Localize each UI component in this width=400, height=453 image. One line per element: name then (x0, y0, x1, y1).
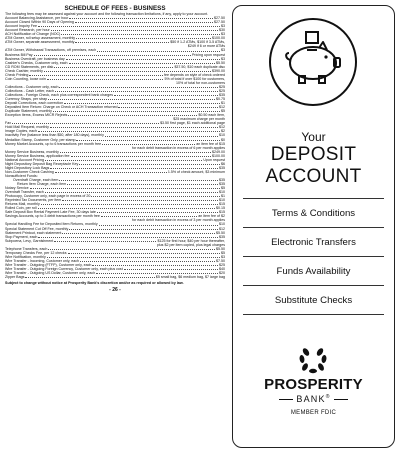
fee-leader (92, 265, 218, 266)
fee-leader (38, 131, 220, 132)
fee-amount: $5.50 (216, 60, 225, 65)
fee-amount: $5.50 (216, 246, 225, 251)
fee-row (5, 275, 225, 279)
section-terms-conditions (243, 198, 384, 227)
prosperity-wreath-logo-icon (297, 346, 329, 374)
fee-label: Wire Notification, monthly (5, 254, 46, 259)
fee-amount: $100.00 (212, 153, 225, 158)
fee-label: Nonsufficient Funds: (5, 173, 38, 178)
fee-amount: $5.50 (216, 230, 225, 235)
fee-label: Collections - Customer only, each (5, 84, 59, 89)
fee-leader (76, 140, 220, 141)
fee-label: Money Service Business, monthly (5, 149, 59, 154)
fee-leader (53, 111, 220, 112)
section-label: Terms & Conditions (271, 207, 356, 219)
fee-amount: $20 (219, 271, 225, 276)
schedule-intro: The following fees may be assessed against your account and the following transaction limitations, if any, apply to your account. (5, 12, 209, 16)
fee-label: Duplicate Statement, monthly (5, 109, 52, 114)
fee-leader (96, 273, 218, 274)
fee-label: Night Depository Deposit Bag Receptacle Key (5, 161, 79, 166)
section-label: Funds Availability (276, 265, 351, 277)
fee-amount: $35 (219, 92, 225, 97)
fee-amount: $3 (221, 254, 225, 259)
fee-leader (69, 229, 218, 230)
fee-leader (51, 30, 218, 31)
panel-title-account: ACCOUNT (265, 166, 362, 187)
fee-leader (29, 75, 163, 76)
fee-label: Business Bill Pay (5, 52, 33, 57)
fee-label: Currency Straps, per strap (5, 97, 48, 102)
fee-amount: Pricing upon request (192, 52, 225, 57)
fee-amount: $37.50, $10 each duplicate disc (174, 64, 225, 69)
fee-label: Notary Service (5, 186, 29, 191)
brand-name (233, 377, 394, 393)
section-electronic-transfers (243, 227, 384, 256)
fee-leader (105, 136, 218, 137)
fee-amount: $10 (219, 190, 225, 195)
fee-label: Wire Transfer - Outgoing Foreign Currency, Customer only, each plus cost (5, 267, 123, 271)
fee-label: Exception Items, Excess MICR Rejects (5, 113, 68, 118)
fee-label: Statement Printout, each statement (5, 230, 62, 235)
fee-amount: $0.15 (216, 206, 225, 211)
fee-leader (59, 87, 218, 88)
brand-bank (233, 392, 394, 404)
fee-amount: $15 (219, 210, 225, 215)
fee-leader (50, 127, 218, 128)
fee-label: Safe Deposit Box Rental Payment Late Fee, 30 days late (5, 210, 96, 215)
fee-leader (50, 168, 218, 169)
fee-leader (99, 225, 218, 226)
fee-amount: $5 (221, 109, 225, 114)
fee-schedule (5, 5, 225, 450)
fee-label: Stop Payment, each (5, 234, 38, 239)
fee-amount: $27.50 (214, 16, 225, 21)
fee-leader (80, 261, 215, 262)
fee-amount: $1 (221, 194, 225, 199)
fee-leader (101, 216, 197, 217)
fee-leader (47, 79, 164, 80)
fee-amount: $3 (221, 56, 225, 61)
fee-label: Wire Transfer - Outgoing US Dollar, Customer only, each (5, 271, 96, 276)
fee-label: Collections - Cash Letter, each (5, 88, 54, 93)
fee-amount: $390.00 (212, 68, 225, 73)
fee-amount: $249.00 (212, 149, 225, 154)
fee-amount: $0.75 (216, 97, 225, 102)
fee-label: Reprinted Tax Documents, per item (5, 198, 62, 203)
brand-rule-left (279, 399, 293, 400)
fee-label: Photocopy, Customer only, each page in excess of 20 (5, 194, 91, 199)
fee-amount: $50 if 1-2 ATMs, $100 if 3-5 ATMs, (170, 40, 225, 45)
fee-amount: an item fee of $2 (198, 214, 225, 219)
panel-title-deposit: DEPOSIT (270, 144, 357, 165)
fee-leader (34, 55, 191, 56)
fee-leader (64, 103, 220, 104)
fee-amount: $5 (221, 250, 225, 255)
fee-leader (48, 99, 215, 100)
fee-label: Special Statement Cut Off Fee, monthly (5, 226, 69, 231)
fee-amount: $125 for first hour, $40 per hour thereafter, (157, 238, 225, 243)
fee-label: Account Research, per hour (5, 28, 50, 33)
fee-amount: $0 (221, 137, 225, 142)
fee-leader (25, 277, 154, 278)
section-label: Substitute Checks (274, 294, 353, 306)
fee-leader (91, 196, 220, 197)
fee-leader (48, 249, 215, 250)
fee-amount: $15 (219, 202, 225, 207)
fee-amount: $25 (219, 88, 225, 93)
brand-registered-mark: ® (325, 394, 331, 400)
fee-label: Subpoena, Levy, Garnishment (5, 238, 54, 243)
fee-label: National Account Pricing (5, 157, 44, 162)
fee-leader (67, 184, 218, 185)
brand-rule-right (334, 399, 348, 400)
fee-amount: $100.00 (212, 36, 225, 41)
fee-label: Fax (5, 121, 11, 126)
fee-leader (97, 212, 218, 213)
fee-amount: Upon request (203, 157, 225, 162)
fee-leader (68, 253, 220, 254)
schedule-footnote: Subject to change without notice at Prosperity Bank's discretion and/or as required or allowed by law. (5, 281, 184, 286)
fee-amount: $10 (219, 198, 225, 203)
fee-amount: for each debit transaction in excess of 3 per month applies (132, 218, 225, 223)
fee-leader (59, 180, 218, 181)
fee-amount: $10 (219, 222, 225, 227)
fee-label: Wire Transfer - Incoming, Customer only, each (5, 258, 80, 263)
fee-leader (76, 38, 211, 39)
fee-amount: $25 maximum charge per month (173, 117, 225, 122)
fee-amount: $3 (221, 24, 225, 29)
fee-amount: $0.50 each item, (198, 113, 225, 118)
fee-amount: $3 (221, 32, 225, 37)
fee-leader (66, 59, 220, 60)
fee-label: Return Item Charge, each item (17, 182, 67, 187)
fee-amount: $6 (221, 161, 225, 166)
fee-label: Collections - Foreign Check, each plus correspondent bank charges (5, 92, 114, 97)
fee-leader (45, 192, 218, 193)
fee-label: Rolled Coin, per roll (5, 206, 37, 211)
fee-label: Non-Customer Check Cashing (5, 169, 54, 174)
fee-leader (12, 123, 159, 124)
fee-leader (54, 241, 156, 242)
fee-leader (60, 152, 211, 153)
fee-amount: $35 (219, 182, 225, 187)
section-substitute-checks (243, 285, 384, 315)
fee-label: Business Overdraft, per business day (5, 56, 65, 61)
fee-label: Image Copies, each (5, 129, 37, 134)
fee-label: Night Depository Lock Bags (5, 165, 50, 170)
fee-label: Zipper Bags (5, 275, 25, 280)
fee-leader (55, 172, 167, 173)
fee-amount: $12 (219, 226, 225, 231)
fee-amount: $2 (221, 129, 225, 134)
brand-bank-text: BANK (296, 394, 326, 404)
fee-label: Hold Mail Request, monthly (5, 125, 49, 130)
fee-label: Account Closed Within 90 Days of Opening (5, 20, 74, 25)
fee-amount: $5 (221, 186, 225, 191)
fee-label: ACH Notification of Change (NOC) (5, 32, 61, 37)
section-funds-availability (243, 256, 384, 285)
fee-leader (68, 115, 197, 116)
fee-leader (118, 107, 218, 108)
fee-leader (54, 67, 173, 68)
fee-amount: 1.5% of check amount, $3 minimum (167, 169, 225, 174)
fee-amount: $30 (219, 28, 225, 33)
fee-leader (75, 22, 213, 23)
fee-amount: $35 (219, 234, 225, 239)
fee-label: Account Inquiry Fee (5, 24, 37, 29)
fee-leader (102, 144, 195, 145)
fee-amount: $3.50 first page, $1 each additional page (160, 121, 225, 126)
fee-leader (45, 160, 202, 161)
fee-leader (69, 18, 213, 19)
fee-label: CD ROM Statements, per disk (5, 64, 54, 69)
fee-label: Medallion Stamp, Customer Only, per stamp (5, 137, 76, 142)
fee-label: ATM Owner, Withdrawal Transactions, off premises, each (5, 48, 97, 53)
fee-leader (97, 51, 220, 52)
section-label: Electronic Transfers (271, 236, 356, 248)
fee-leader (38, 26, 220, 27)
fee-leader (114, 95, 218, 96)
fee-leader (75, 42, 169, 43)
fee-amount: 10% of total for non-customers (176, 80, 225, 85)
fee-amount: $10 (219, 133, 225, 138)
member-fdic: MEMBER FDIC (290, 410, 337, 416)
brand-name-text: PROSPERITY (264, 376, 363, 393)
fee-leader (62, 200, 218, 201)
fee-label: Coin Counting, loose coin (5, 76, 46, 81)
schedule-title: SCHEDULE OF FEES - BUSINESS (64, 5, 166, 12)
fee-leader (41, 204, 218, 205)
fee-amount: $25 (219, 84, 225, 89)
piggy-bank-badge (269, 18, 357, 106)
fee-amount: $27.50 (214, 20, 225, 25)
fee-label: Money Service Business, application fee (5, 153, 70, 158)
fee-leader (38, 208, 215, 209)
deposit-account-panel (232, 5, 395, 448)
fee-amount: $25 (219, 262, 225, 267)
fee-label: ATM Owner, separate assessment, monthly (5, 40, 75, 45)
fee-leader (69, 63, 215, 64)
fee-label: Check Printing (5, 72, 29, 77)
fee-label: Cashier's Checks, Customer only, each (5, 60, 68, 65)
fee-label: Overdraft Transfer, each (5, 190, 44, 195)
section-list (243, 198, 384, 315)
fee-amount: $5 small bag, $6 medium bag, $7 large bag (155, 275, 225, 280)
page-number: - 26 - (109, 287, 121, 294)
fee-leader (38, 237, 218, 238)
fee-amount: $3 (221, 48, 225, 53)
fee-amount: $12 (219, 105, 225, 110)
fee-leader (71, 156, 211, 157)
fee-label: Check Cashier, monthly (5, 68, 43, 73)
fee-amount: $249 if 6 or more ATMs (187, 44, 225, 49)
fee-amount: plus $2 per item copied, plus legal charges (156, 242, 225, 247)
fee-label: Overdraft Charge, each item (13, 177, 59, 182)
panel-your: Your (301, 130, 326, 144)
fee-label: Money Market Accounts, up to 6 transactions per month free (5, 141, 102, 146)
fee-list (5, 16, 225, 279)
fee-label: Temporary Checks Fee, per 12 checks (5, 250, 67, 255)
fee-leader (62, 233, 215, 234)
fee-leader (55, 91, 218, 92)
fee-amount: 5% of total if over $100 for customers, (164, 76, 225, 81)
fee-label: Deposit Corrections, each correction (5, 101, 64, 106)
fee-label: ATM Owner, roll setup assessment, monthly (5, 36, 76, 41)
fee-label: Savings Accounts, up to 3 debit transactions per month free (5, 214, 100, 219)
fee-leader (124, 269, 218, 270)
fee-label: Account Balancing Assistance, per hour (5, 16, 69, 21)
fee-label: Wire Transfer - Outgoing (FTFP), Customer only, each (5, 262, 92, 267)
fee-amount: $7.50 (216, 258, 225, 263)
fee-leader (61, 34, 220, 35)
fee-amount: $35 (219, 177, 225, 182)
piggy-bank-icon (271, 20, 355, 104)
fee-amount: for each debit transaction in excess of 6 per month applies (132, 145, 225, 150)
fee-amount: $40 (219, 267, 225, 271)
fee-label: Deposited Item Return: Charge on Check or ACH Transaction returned (5, 105, 118, 110)
fee-label: Special Handling Fee for Deposited Item Returns, monthly (5, 222, 98, 227)
fee-amount: $1 (221, 101, 225, 106)
fee-label: Telephone Transfers, each (5, 246, 48, 251)
fee-amount: $35 (219, 165, 225, 170)
fee-leader (47, 257, 220, 258)
fee-amount: $12 (219, 125, 225, 130)
fee-leader (79, 164, 220, 165)
fee-leader (30, 188, 220, 189)
fee-label: Inactivity Fee (balance less than $50, after 180 days), monthly (5, 133, 104, 138)
fee-leader (44, 71, 211, 72)
fee-amount: an item fee of $15 (196, 141, 225, 146)
fee-label: Returns Mail, monthly (5, 202, 40, 207)
fee-amount: fee depends on style of check ordered (164, 72, 225, 77)
